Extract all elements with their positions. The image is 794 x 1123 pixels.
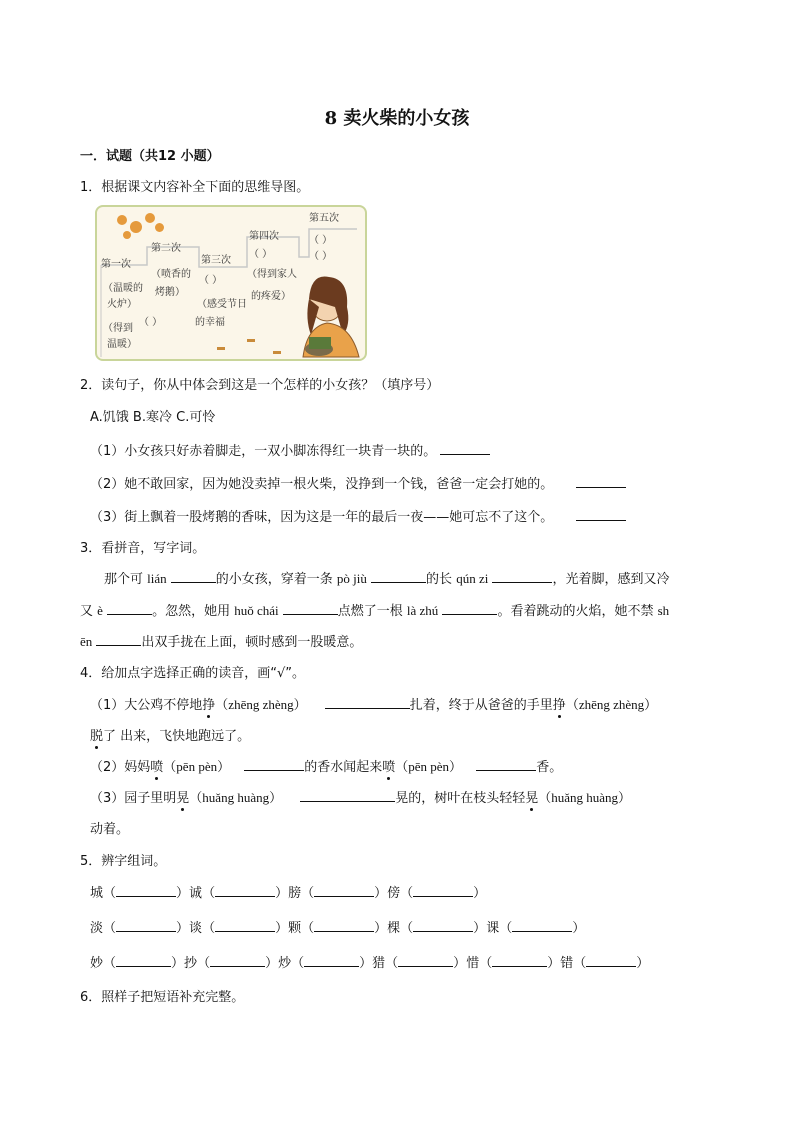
q4-answer-1[interactable] xyxy=(325,696,410,709)
q1-stem: 1．根据课文内容补全下面的思维导图。 xyxy=(80,180,310,195)
q5-blank[interactable] xyxy=(492,954,547,967)
q4-sentence-3: （3）园子里明晃（huǎng huàng） 晃的，树叶在枝头轻轻晃（huǎng huàng） xyxy=(90,790,632,806)
q3-blank-qunzi[interactable] xyxy=(492,570,552,583)
q5-blank[interactable] xyxy=(116,954,171,967)
q5-blank[interactable] xyxy=(512,919,572,932)
q5-blank[interactable] xyxy=(304,954,359,967)
q3-line-3: ēn 出双手拢在上面，顿时感到一股暖意。 xyxy=(80,634,363,650)
q4-stem: 4．给加点字选择正确的读音，画“√”。 xyxy=(80,666,306,681)
q5-blank[interactable] xyxy=(413,884,473,897)
node-4-blank[interactable]: （ ） xyxy=(249,249,273,260)
mind-map-illustration xyxy=(95,205,367,361)
q3-blank-lian[interactable] xyxy=(171,570,216,583)
q3-stem: 3．看拼音，写字词。 xyxy=(80,541,206,556)
node-1-text-2: 火炉） xyxy=(107,299,137,310)
q3-blank-huochai[interactable] xyxy=(283,602,338,615)
node-5-blank-2[interactable]: （ ） xyxy=(309,251,333,262)
q4-sentence-1-cont: 脱了 出来，飞快地跑远了。 xyxy=(90,729,251,744)
q5-blank[interactable] xyxy=(398,954,453,967)
q5-blank[interactable] xyxy=(586,954,636,967)
node-1-text-1: （温暖的 xyxy=(103,283,143,294)
node-4-text-1: （得到家人 xyxy=(247,269,297,280)
q2-stem: 2．读句子，你从中体会到这是一个怎样的小女孩？（填序号） xyxy=(80,378,440,393)
q5-blank[interactable] xyxy=(215,884,275,897)
q5-blank[interactable] xyxy=(215,919,275,932)
node-2-blank[interactable]: （ ） xyxy=(139,317,163,328)
node-4-text-2: 的疼爱） xyxy=(251,291,291,302)
q2-answer-2[interactable] xyxy=(576,475,626,488)
q5-blank[interactable] xyxy=(116,884,176,897)
q4-sentence-3-cont: 动着。 xyxy=(90,822,130,837)
q4-answer-2a[interactable] xyxy=(244,758,304,771)
q3-blank-e[interactable] xyxy=(107,602,152,615)
section-heading: 一．试题（共12 小题） xyxy=(80,149,220,164)
q5-stem: 5．辨字组词。 xyxy=(80,854,167,869)
q2-sentence-1: （1）小女孩只好赤着脚走，一双小脚冻得红一块青一块的。 xyxy=(90,440,490,459)
q5-blank[interactable] xyxy=(314,884,374,897)
node-2-label: 第二次 xyxy=(151,243,181,254)
q4-sentence-1: （1）大公鸡不停地挣（zhēng zhèng） 扎着，终于从爸爸的手里挣（zhēng zhèng） xyxy=(90,697,658,713)
q2-sentence-3: （3）街上飘着一股烤鹅的香味，因为这是一年的最后一夜——她可忘不了这个。 xyxy=(90,506,626,525)
node-5-label: 第五次 xyxy=(309,213,339,224)
node-1-label: 第一次 xyxy=(101,259,131,270)
node-3-text-2: 的幸福 xyxy=(195,317,225,328)
node-1-text-3: （得到 xyxy=(103,323,133,334)
page-title: 8 卖火柴的小女孩 xyxy=(324,108,470,129)
q2-sentence-2: （2）她不敢回家，因为她没卖掉一根火柴，没挣到一个钱，爸爸一定会打她的。 xyxy=(90,473,626,492)
node-2-text-1: （喷香的 xyxy=(151,269,191,280)
q4-answer-3[interactable] xyxy=(300,789,395,802)
node-2-text-2: 烤鹅） xyxy=(155,287,185,298)
q5-row-1: 城（ ）诚（ ）膀（ ）傍（ ） xyxy=(90,886,487,901)
q5-blank[interactable] xyxy=(116,919,176,932)
node-5-blank-1[interactable]: （ ） xyxy=(309,235,333,246)
q2-answer-1[interactable] xyxy=(440,442,490,455)
q3-line-2: 又 è 。忽然，她用 huǒ chái 点燃了一根 là zhú 。看着跳动的火焰，她不禁 sh xyxy=(80,603,670,619)
q5-blank[interactable] xyxy=(413,919,473,932)
node-3-label: 第三次 xyxy=(201,255,231,266)
q3-blank-lazhu[interactable] xyxy=(442,602,497,615)
q6-stem: 6．照样子把短语补充完整。 xyxy=(80,990,245,1005)
q2-answer-3[interactable] xyxy=(576,508,626,521)
q4-sentence-2: （2）妈妈喷（pēn pèn） 的香水闻起来喷（pēn pèn） 香。 xyxy=(90,759,563,775)
q2-options: A.饥饿 B.寒冷 C.可怜 xyxy=(90,410,216,425)
q5-row-3: 妙（ ）抄（ ）炒（ ）猎（ ）惜（ ）错（ ） xyxy=(90,956,650,971)
q3-blank-shen[interactable] xyxy=(96,633,141,646)
q4-answer-2b[interactable] xyxy=(476,758,536,771)
node-3-blank[interactable]: （ ） xyxy=(199,275,223,286)
q5-blank[interactable] xyxy=(314,919,374,932)
node-1-text-4: 温暖） xyxy=(107,339,137,350)
q3-blank-pojiu[interactable] xyxy=(371,570,426,583)
q3-line-1: 那个可 lián 的小女孩，穿着一条 pò jiù 的长 qún zi ，光着脚，感到又冷 xyxy=(104,571,670,587)
q5-blank[interactable] xyxy=(210,954,265,967)
node-4-label: 第四次 xyxy=(249,231,279,242)
node-3-text-1: （感受节日 xyxy=(197,299,247,310)
q5-row-2: 淡（ ）谈（ ）颗（ ）棵（ ）课（ ） xyxy=(90,921,586,936)
